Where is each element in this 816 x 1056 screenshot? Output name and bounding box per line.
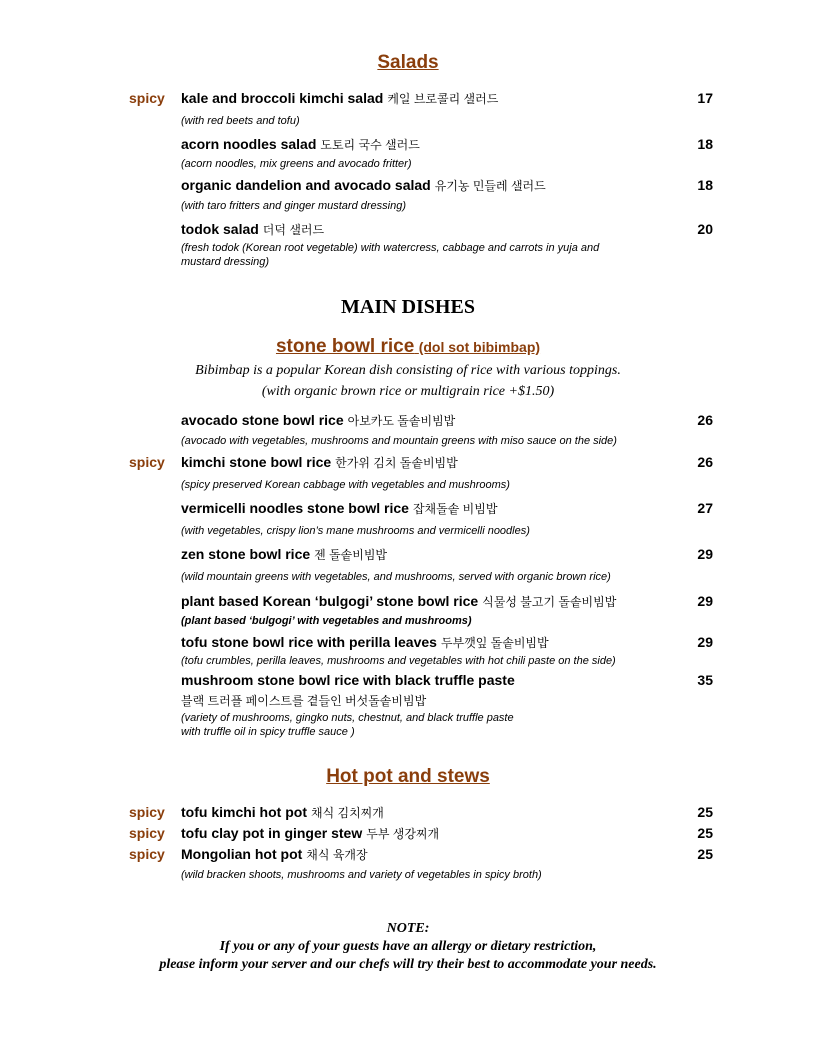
menu-item-description: (avocado with vegetables, mushrooms and mountain greens with miso sauce on the side) [181,435,617,447]
note-line: please inform your server and our chefs will try their best to accommodate your needs. [159,957,657,972]
menu-item-description: (wild bracken shoots, mushrooms and variety of vegetables in spicy broth) [181,869,542,881]
korean-name: 아보카도 돌솥비빔밥 [347,414,456,428]
korean-name: 더덕 샐러드 [262,223,325,237]
menu-item-description: (with taro fritters and ginger mustard dressing) [181,200,406,212]
menu-item-description: (plant based ‘bulgogi’ with vegetables and mushrooms) [181,615,472,627]
menu-item-price: 26 [697,454,713,470]
korean-name: 블랙 트러플 페이스트를 곁들인 버섯돌솥비빔밥 [181,694,427,708]
menu-item-price: 18 [697,136,713,152]
intro-text: Bibimbap is a popular Korean dish consisting of rice with various toppings. [195,363,621,378]
korean-name: 채식 육개장 [306,848,368,862]
korean-name: 젠 돌솥비빔밥 [314,548,388,562]
main-dishes-heading: MAIN DISHES [341,296,475,318]
korean-name: 유기농 민들레 샐러드 [434,179,546,193]
menu-item-description: with truffle oil in spicy truffle sauce ) [181,726,355,738]
spicy-label: spicy [129,804,165,820]
menu-item-name: tofu stone bowl rice with perilla leaves 두부깻잎 돌솥비빔밥 [181,634,549,650]
korean-name: 도토리 국수 샐러드 [320,138,420,152]
korean-name: 식물성 불고기 돌솥비빔밥 [482,595,617,609]
menu-item-name: tofu kimchi hot pot 채식 김치찌개 [181,804,384,820]
korean-name: 두부 생강찌개 [366,827,440,841]
menu-item-description: (tofu crumbles, perilla leaves, mushrooms and vegetables with hot chili paste on the side) [181,655,616,667]
menu-item-price: 26 [697,412,713,428]
korean-name: 한가위 김치 돌솥비빔밥 [335,456,458,470]
spicy-label: spicy [129,846,165,862]
menu-item-price: 29 [697,546,713,562]
menu-item-name: Mongolian hot pot 채식 육개장 [181,846,368,862]
menu-item-price: 20 [697,221,713,237]
salads-heading: Salads [377,52,439,73]
note-title: NOTE: [386,921,430,936]
intro-rice-option: (with organic brown rice or multigrain rice +$1.50) [261,384,555,399]
menu-item-name: tofu clay pot in ginger stew 두부 생강찌개 [181,825,440,841]
menu-item-description: (spicy preserved Korean cabbage with vegetables and mushrooms) [181,479,510,491]
menu-item-price: 29 [697,634,713,650]
menu-item-price: 27 [697,500,713,516]
menu-item-name: zen stone bowl rice 젠 돌솥비빔밥 [181,546,388,562]
korean-name: 채식 김치찌개 [310,806,384,820]
spicy-label: spicy [129,90,165,106]
note-line: If you or any of your guests have an allergy or dietary restriction, [219,939,597,954]
menu-item-name: kimchi stone bowl rice 한가위 김치 돌솥비빔밥 [181,454,458,470]
korean-name: 케일 브로콜리 샐러드 [387,92,499,106]
menu-item-name: mushroom stone bowl rice with black truffle paste [181,672,515,688]
menu-item-price: 18 [697,177,713,193]
stone-bowl-heading: stone bowl rice (dol sot bibimbap) [275,336,541,357]
menu-item-price: 29 [697,593,713,609]
menu-item-description: (acorn noodles, mix greens and avocado fritter) [181,158,412,170]
menu-item-name: organic dandelion and avocado salad 유기농 민들레 샐러드 [181,177,546,193]
menu-item-name: kale and broccoli kimchi salad 케일 브로콜리 샐러드 [181,90,499,106]
menu-item-price: 25 [697,825,713,841]
korean-name: 잡채돌솥 비빔밥 [412,502,498,516]
hot-pot-heading: Hot pot and stews [326,766,490,787]
menu-item-description: (with red beets and tofu) [181,115,300,127]
menu-item-name: avocado stone bowl rice 아보카도 돌솥비빔밥 [181,412,456,428]
menu-item-description: (fresh todok (Korean root vegetable) with watercress, cabbage and carrots in yuja and [181,242,600,254]
menu-item-name: todok salad 더덕 샐러드 [181,221,325,237]
menu-item-name: plant based Korean ‘bulgogi’ stone bowl rice 식물성 불고기 돌솥비빔밥 [181,593,617,609]
menu-item-price: 35 [697,672,713,688]
menu-item-description: mustard dressing) [181,256,270,268]
spicy-label: spicy [129,825,165,841]
menu-item-price: 25 [697,804,713,820]
menu-item-name: vermicelli noodles stone bowl rice 잡채돌솥 비빔밥 [181,500,498,516]
menu-item-description: (wild mountain greens with vegetables, and mushrooms, served with organic brown rice) [181,571,611,583]
menu-item-price: 17 [697,90,713,106]
menu-item-price: 25 [697,846,713,862]
korean-name: 두부깻잎 돌솥비빔밥 [440,636,549,650]
menu-item-description: (with vegetables, crispy lion’s mane mushrooms and vermicelli noodles) [181,525,530,537]
menu-item-description: (variety of mushrooms, gingko nuts, chestnut, and black truffle paste [181,712,514,724]
spicy-label: spicy [129,454,165,470]
menu-item-name: acorn noodles salad 도토리 국수 샐러드 [181,136,420,152]
